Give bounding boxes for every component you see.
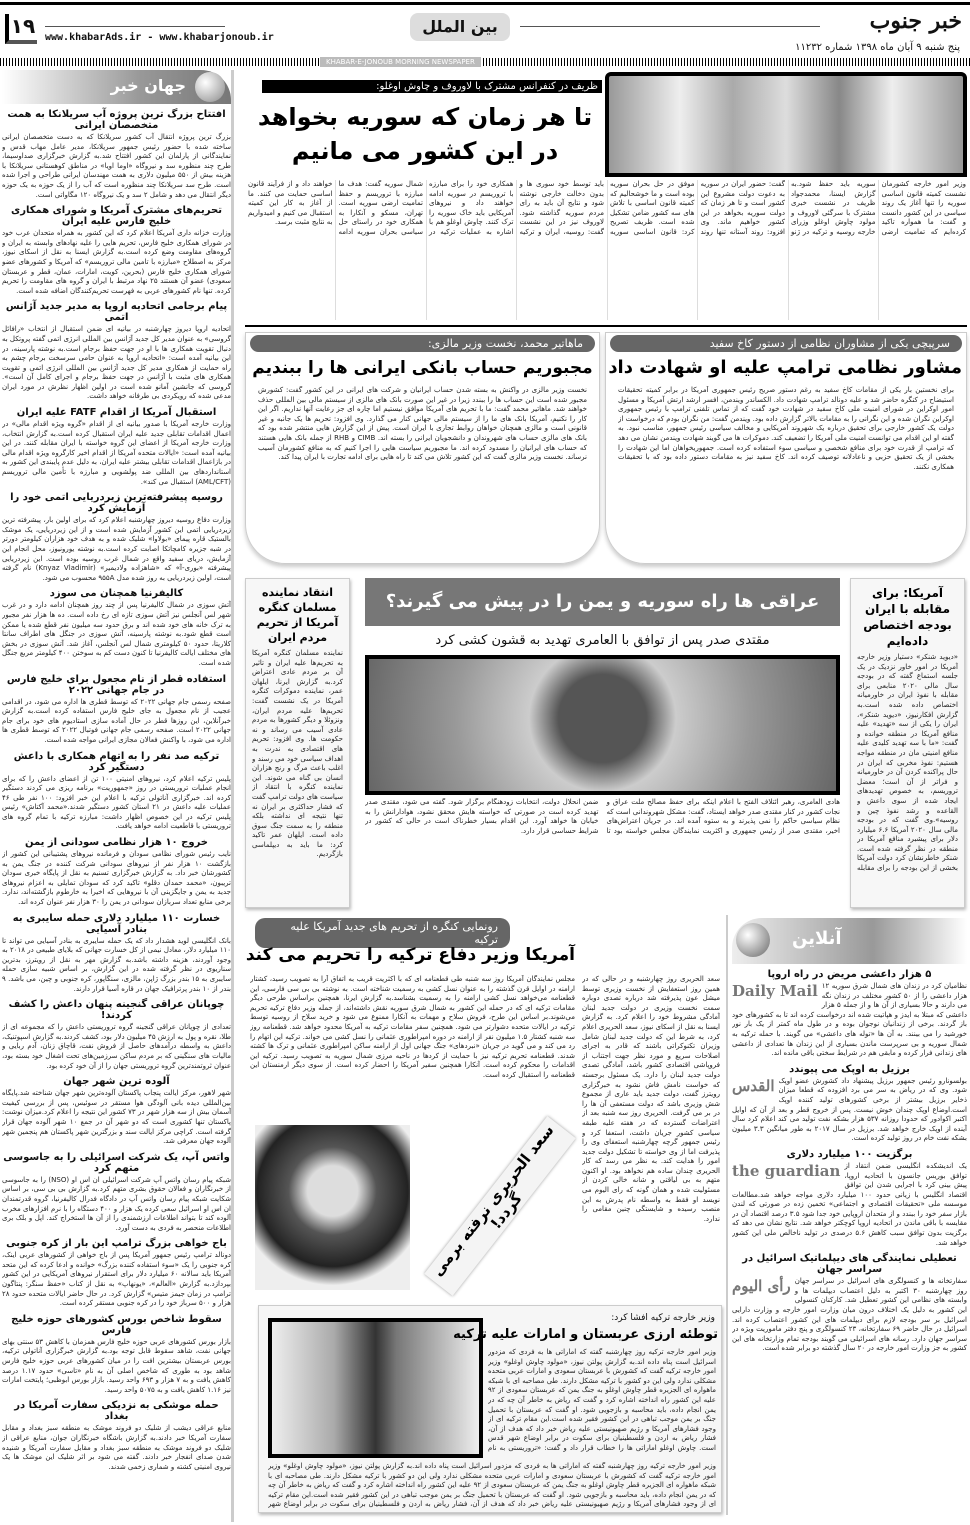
news-item-body: نایب رئیس شورای نظامی سودان و فرمانده نیروهای پشتیبانی این کشور از بازگشت ۱۰ هزار نفر از نیروهای سودانی شرکت کننده در جنگ یمن به کشورشان خبر داد. به گزارش خبرگزاری تسنیم به نقل از پایگاه خبری سودان تریبون، «محمد حمدان دقلو» تاکید کرد که سودان تمایلی به اعزام نیروهای جدید به یمن و جایگزینی آن با نیروهایی که اخیرا به خارطوم بازگشته‌اند، ندارد. برخی منابع تعداد سربازان سودانی در یمن را ۳۰ هزار نفر عنوان کرده اند. bbox=[2, 850, 231, 907]
photo-sadr bbox=[365, 655, 840, 795]
news-item-title: برزیل به اوپک می پیوندد bbox=[789, 1063, 910, 1075]
left-column bbox=[2, 70, 234, 1522]
globe-icon bbox=[195, 72, 225, 102]
online-title: آنلاین bbox=[792, 928, 842, 949]
news-item-title: تحریم‌های مشترک آمریکا و شورای همکاری خلیج فارس علیه ایران bbox=[11, 205, 222, 228]
turkey-kicker: رونمایی کنگره از تحریم های جدید آمریکا علیه ترکیه bbox=[255, 918, 510, 948]
jahan-khabar-banner bbox=[2, 70, 231, 104]
news-item-title: استقبال آمریکا از اقدام FATF علیه ایران bbox=[16, 407, 217, 419]
divider bbox=[245, 325, 967, 327]
lead-photo-ministers bbox=[605, 72, 967, 177]
lead-headline: تا هر زمان که سوریه بخواهد در این کشور می مانیم bbox=[257, 103, 593, 165]
news-item-body: وزارت خارجه آمریکا با صدور بیانیه ای از اقدام «گروه ویژه اقدام مالی» در اعمال اقدامات تقابلی جدید علیه ایران استقبال کرده است.به گزارش انتخاب، وزارت خارجه آمریکا از اعضای این گروه خواسته با ایران مقابله کنند. در این بیانیه آمده است: «ایالات متحده آمریکا از اقدام اخیر کارگروه ویژه اقدام مالی در بازاعمال اقدامات تقابلی بیشتر علیه ایران، به دلیل عدم پایبندی این کشور به استانداردهای بین المللی ضد پولشویی و مبارزه با تأمین مالی تروریسم (AML/CFT) استقبال می کند». bbox=[2, 420, 231, 486]
news-item-title: استفاده قطر از نام مجعول برای خلیج فارس در جام جهانی ۲۰۲۲ bbox=[6, 673, 227, 696]
news-item bbox=[2, 588, 231, 668]
news-item-title: سقوط شاخص بورس کشورهای حوزه خلیج فارس bbox=[11, 1313, 222, 1336]
online-banner bbox=[732, 918, 967, 964]
news-item-title: افتتاح بزرگ ترین پروژه آب سریلانکا به همت متخصصان ایرانی bbox=[7, 109, 226, 131]
news-item-body: سفارتخانه ها و کنسولگری های اسرائیل در سراسر جهان روز چهارشنبه ۳۰ اکتبر به دلیل اعتصاب دیپلمات ها و وابسته های نظامی این کشور تعطیل شد. کارکنان کنسولی این کشور به دلیل یک اختلاف درون میان وزارت امور خارجه و وزارت دارایی اسرائیل بر سر بودجه لازم برای دیپلمات های این کشور اعتصاب کرده اند. اسرائیل در حال حاضر ۶۹ سفارتخانه، ۲۳ کنسولگری و پنج دفتر ماموریت ویژه در سراسر جهان دارد. رسانه های اسرائیلی می گویند بودجه تمام وزارتخانه های این کشور به جز وزارت امور خارجه در ۲۰ سال گذشته دو برابر شده است. bbox=[732, 1277, 967, 1353]
news-item-body: بزرگ ترین پروژه انتقال آب کشور سریلانکا که به دست متخصصان ایرانی ساخته شده با حضور رئیس جمهور سریلانکا، مدیر عامل مهاب قدس و نمایندگانی از پارلمان این کشور افتتاح شد.به گزارش خبرگزاری صداوسیما، طرح چند منظوره سد و نیروگاه «اوما اویا» در مناطق کوهستانی سریلانکا با هزینه بیش از ۵۵۰ میلیون دلاری به همت مهندسان ایرانی طراحی و اجرا شده است. طرح سد سریلانکا چند منظوره است که آب را از یک حوزه به یک حوزه دیگر انتقال می دهد و شامل ۲ سد و یک نیروگاه ۱۲۰ مگاواتی است. bbox=[2, 133, 231, 199]
trump-headline: مشاور نظامی ترامپ علیه او شهادت داد bbox=[608, 357, 962, 378]
news-item bbox=[2, 1314, 231, 1396]
turkey-body: مجلس نمایندگان آمریکا روز سه شنبه طی قطعنامه ای که با اکثریت قریب به اتفاق آرا به تصویب رسید، کشتار ارامنه در اوایل قرن گذشته را به عنوان نسل کشی به رسمیت شناخته است. به نوشته بی بی سی فارسی، این قطعنامه می‌خواهد نسل کشی ارامنه را به رسمیت بشناسد.به گزارش ایرنا، همچنین براساس طرحی دیگر مقامات ترکیه ای که در حمله این کشور به شمال شرق سوریه نقش داشته‌اند، از جمله وزیر دفاع ترکیه تحریم می‌شوند.بر اساس این طرح، فروش سلاح و مهمات به آنکارا ممنوع می شود و خرید سلاح از روسیه توسط ترکیه در ایالات متحده دشوارتر می شود. همچنین سفر مقامات ترکیه به آمریکا محدود خواهد شد. قطعنامه روز سه شنبه کشتار ۱.۵ میلیون نفر از ارامنه در دوره امپراطوری عثمانی را نسل کشی می خواند. ترکیه این اتهام را رد می کند و می گوید در جریان «نبردهای» جنگ جهانی اول از ارامنه ساکن امپراطوری عثمانی و ترک ها کشته شدند. قطعنامه تحریم ترکیه نیز با حمایت از کردها در ناحیه مرزی شمال سوریه به تصویب رسید. ترکیه این اقدامات را محکوم کرده است. آنکارا همچنین سفیر آمریکا را احضار کرده است. از سوی دیگر ارمنستان این قطعنامه را استقبال کرده است. bbox=[250, 975, 575, 1079]
iraq-body: هادی العامری، رهبر ائتلاف الفتح با اعلام اینکه برای حفظ مصالح ملت عراق و نجات کشور در کنار مقتدی صدر خواهد ایستاد، گفت: مشکل شهروندانی است که نظام سیاسی حاکم را نمی پذیرند و به ستوه آمده اند. در جریان اعتراض‌های اخیر، مقتدی صدر از رئیس جمهوری و اکثریت نمایندگان مجلس خواسته بود تا ضمن انحلال دولت، انتخابات زودهنگام برگزار شود. گفته می شود، مقتدی صدر تهدید کرده است در صورتی که خواسته هایش محقق نشود، هوادارانش را به خیابان ها خواهد آورد. این اقدام بسیار خطرناک است در حالی که کشور در شرایط حساسی قرار دارد. bbox=[365, 798, 840, 835]
barcode-strip bbox=[0, 58, 970, 66]
iraq-headline: عراقی ها راه سوریه و یمن را در پیش می گیرند؟ bbox=[365, 578, 840, 626]
photo-hariri bbox=[255, 1125, 410, 1290]
news-item-title: آلوده ترین شهر جهان bbox=[63, 1076, 170, 1088]
news-item-title: خروج ۱۰ هزار نظامی سودانی از یمن bbox=[24, 837, 209, 849]
strip-label: KHABAR-E-JONOUB MORNING NEWSPAPER bbox=[320, 57, 481, 67]
header-urls[interactable]: www.khabarAds.ir - www.khabarjonoub.ir bbox=[45, 32, 274, 43]
source-logo: the guardian bbox=[732, 1161, 841, 1180]
news-item bbox=[2, 492, 231, 583]
news-item bbox=[2, 1238, 231, 1309]
news-item-body: بولسونارو رئیس جمهور برزیل پیشنهاد داد کشورش عضو اوپک شود. وی که در ریاض به سر می برد افزوده که قطعا میزان ذخایر برزیل بیشتر از برخی کشورهای تولید کننده اوپک است.اوضاع اوپک چندان خوش نیست. پس از خروج قطر و بعد از آن که اوایل اکتبر اکوادور که حدودا روزانه ۵۳۷ هزار بشکه نفت تولید می کند اعلام کرد سال آینده از اوپک خارج خواهد شد. برزیل در سال ۲۰۱۷ به طور میانگین ۳.۳ میلیون بشکه نفت خام در روز تولید کرده است. bbox=[732, 1076, 967, 1143]
news-item bbox=[2, 301, 231, 402]
news-item-title: چوپانان عراقی گنجینه پنهان داعش را کشف کردند! bbox=[8, 999, 225, 1022]
news-item-title: برگزیت ۱۰۰ میلیارد دلاری bbox=[786, 1148, 913, 1160]
trump-kicker: سرپیچی یکی از مشاوران نظامی از دستور کاخ سفید bbox=[610, 335, 962, 352]
banner-title: جهان خبر bbox=[110, 76, 186, 95]
news-item bbox=[732, 969, 967, 1059]
mahathir-kicker: ماهاتیر محمد، نخست وزیر مالزی: bbox=[250, 335, 595, 352]
online-globe-icon bbox=[736, 923, 770, 957]
hariri-banner: سعد الحریری نرفته برمی گردد! bbox=[424, 1116, 576, 1296]
news-item bbox=[732, 1253, 967, 1354]
news-item-body: نظامیان کرد در زندان های شمال شرق سوریه ۱۲ هزار داعشی را از ۵۰ کشور مختلف در زندان نگه می دارند و حالا بسیاری از آن ها و از جمله ۵ هزار داعشی که مبتلا به ایدز و هپاتیت شده اند درخواست کرده اند تا به کشورهای خود باز گردند. برخی از زندانیان نوجوان بوده و در طول ماه کمتر از یک بار نور خورشید را می بینند. به آن ها «توله های داعشی» می گویند. با حمله ترکیه به شمال سوریه و بی سرپرست ماندن بسیاری از این زندان ها تعدادی از داعشی های زندانی فرار کرده و مابقی هم در شرایط سختی باقی مانده اند. bbox=[732, 982, 967, 1058]
fx-body: وزیر امور خارجه ترکیه روز چهارشنبه گفته که اماراتی ها به فردی که مزدور اسرائیل است پناه داده اند.به گزارش پولتن نیوز، «مولود چاوش اوغلو» وزیر امور خارجه ترکیه گفت که کشورش با عربستان سعودی و امارات عربی متحده مشکلی ندارد ولی این دو کشور با ترکیه مشکل دارند. طی مصاحبه ای با شبکه ماهواره ای الجزیره قطر چاوش اوغلو به جنگ یمن که عربستان سعودی از ۹۲ علیه این کشور راه انداخته اشاره کرد و گفت که ریاض به خاطر آن چه که در یمن انجام داده، باید محاسبه و بازجویی شود. او گفت که عربستان با تحمیل جنگ بر یمن موجب تباهی در این کشور فقیر شده است.این مقام ترکیه ای از وجود فشارهای آمریکا و رژیم صهیونیستی علیه ریاض خبر داد که هدف از آن، فشار ریاض به اردن و فلسطینیان برای سکوت در برابر اوضاع شهر قدس است. چاوش اوغلو اماراتی ها را خطاب قرار داد و گفت: «تروریستی به نام bbox=[488, 1348, 716, 1452]
news-item-body: بانک انگلیسی لوید هشدار داد که یک حمله سایبری به بنادر آسیایی می تواند تا ۱۱۰ میلیارد دلار، معادل نیمی از کل خسارت جهانی که بلایای طبیعی در ۲۰۱۸ به وجود آوردند، هزینه داشته باشد.به گزارش مهر به نقل از رویترز، بدترین سناریوی در نظر گرفته شده در این گزارش، بر اساس شبیه سازی حمله سایبری به ۱۵ بندر بزرگ ژاپن، مالزی، سنگاپور، کره جنوبی و چین، می باشد. ۹ بندر از ۱۰ بندر پرترافیک جهان در قاره آسیا قرار دارند. bbox=[2, 936, 231, 993]
side-usa-budget bbox=[850, 578, 965, 908]
news-item-body: دونالد ترامپ رئیس جمهور آمریکا پس از باج خواهی از کشورهای عربی اینک، کره جنوبی را یک «سوء استفاده کننده بزرگ» خوانده و ادعا کرده که این متحد آمریکا باید سالانه ۶۰ میلیارد دلار برای استقرار نیروهای آمریکایی در این کشور بپردازد.به گزارش «العالم»، «یونهاپ» به نقل از کتاب «حفظ سنگر: پنتاگون ترامپ در زمان جیمز متیس» گزارش کرد. در حال حاضر ایالات متحده حدود ۲۸ هزار و ۵۰۰ سرباز خود را در کره جنوبی مستقر کرده است. bbox=[2, 1251, 231, 1308]
news-item-title: پیام برجامی اتحادیه اروپا به مدیر جدید آژانس اتمی bbox=[5, 301, 228, 324]
iraq-subtitle: مقتدی صدر پس از توافق با العامری تهدید به قشون کشی کرد bbox=[435, 633, 770, 648]
news-item bbox=[2, 999, 231, 1071]
news-item-title: روسیه پیشرفته‌ترین زیردریایی اتمی خود را آزمایش کرد bbox=[10, 492, 223, 515]
news-item-body: صفحه رسمی جام جهانی ۲۰۲۲ که توسط قطری ها اداره می شود، در اقدامی عجیب از نام مجعول به جای خلیج فارس استفاده کرده است.به گزارش خبرآنلاین، این روزها قطر در حال آماده سازی استادیوم های خود برای جام جهانی ۲۰۲۲ است. صفحه رسمی جام جهانی فوتبال ۲۰۲۲ که توسط قطری ها اداره می شود، با واکنش فعالان مجازی ایرانی مواجه شده است. bbox=[2, 697, 231, 744]
news-item-title: ۵ هزار داعشی مریض در راه اروپا bbox=[767, 969, 932, 980]
news-item bbox=[732, 1149, 967, 1248]
news-item bbox=[2, 751, 231, 833]
news-item-title: کالیفرنیا همچنان می سوزد bbox=[49, 588, 184, 600]
news-item bbox=[2, 913, 231, 995]
news-item-body: وزارت خزانه داری آمریکا اعلام کرد که این کشور به همراه متحدان عرب خود در شورای همکاری خلیج فارس، تحریم هایی را علیه نهادهای وابسته به ایران و گروه‌های مقاومت وضع کرده است.به گزارش ایسنا به نقل از اسکای نیوز، مرکز به اصطلاح «مبارزه با تامین مالی تروریسم» که آمریکا و کشورهای عضو شورای همکاری خلیج فارس (بحرین، کویت، امارات، عمان، قطر و عربستان سعودی) عضو آن هستند ۲۵ نهاد مرتبط با ایران و گروه های مقاومت را تحریم کرده. تنها نام کشورهای عربی به فهرست تحریم‌کنندگان اضافه شده است. bbox=[2, 229, 232, 295]
source-logo: القدس bbox=[732, 1076, 775, 1095]
news-item bbox=[2, 674, 231, 746]
trump-body: برای نخستین بار یکی از مقامات کاخ سفید به رغم دستور صریح رئیس جمهوری آمریکا در برابر کمیته تحقیقات استیضاح در کنگره حاضر شد و علیه دونالد ترامپ شهادت داد. الکساندر ویندمن، افسر ارشد ارتش آمریکا و مسئول امور اوکراین در شورای امنیت ملی کاخ سفید در شهادت خود گفت که از تماس تلفنی ترامپ با رئیس جمهوری اوکراین نگران شده و این نگرانی را به مقامات بالاتر گزارش داده بود. ویندمن گفت: من نگران بودم که درخواست از دولت یک کشور خارجی برای تحقیق درباره یک شهروند آمریکایی و مخالف سیاسی رئیس جمهور، مناسب نبود. به گفته او این اقدام می توانست امنیت ملی آمریکا را تضعیف کند. دموکرات ها می گویند شهادت ویندمن نشان می دهد که ترامپ از قدرت خود برای منافع شخصی و سیاسی سوء استفاده کرده است. جمهوریخواهان اما این شهادت را بخشی از یک تحقیق حزبی و ناعادلانه توصیف کرده اند. کاخ سفید نیز به مقامات دستور داده بود که با تحقیقات همکاری نکنند. bbox=[618, 386, 954, 471]
online-section bbox=[732, 918, 967, 1518]
news-item-body: بازار بورس کشورهای عربی حوزه خلیج فارس همزمان با کاهش ۵۳ سنتی بهای جهانی نفت، شاهد سقوط قابل توجه بود.به گزارش خبرگزاری آناتولی ترکیه، بورس عربستان بیشترین افت را در میان کشورهای عربی حوزه خلیج فارس شاهد بود به طوری که شاخص اصلی آن به نام «تاسی» حدود ۱.۱۷ درصد کاهش یافت و به ۷ هزار و ۶۹۳ واحد رسید. بازار بورس ابوظبی؛ پایتخت امارات نیز ۱.۱۶ کاهش یافت و به ۵۰۷۵ واحد رسید. bbox=[2, 1337, 231, 1394]
header-line-right bbox=[520, 26, 820, 27]
top-rule bbox=[0, 2, 970, 5]
news-item bbox=[2, 1400, 231, 1472]
news-item-title: خسارت ۱۱۰ میلیارد دلاری حمله سایبری به بنادر آسیایی bbox=[12, 912, 221, 935]
news-item-body: شبکه پیام رسان واتس آپ شرکت اسرائیلی ان اس او (NSO) را به جاسوسی از خبرنگاران و فعالان حقوق بشری متهم کرد.به گزارش بی بی سی، بر اساس شکایت شبکه پیام رسان واتس آپ در دادگاه فدرال کالیفرنیا، گروه قدرتمندان ان اس او اسرائیل سعی کرده یک هزار و ۴۰۰ دستگاه را با نرم افزارهای مخرب آلوده کند تا بتواند اطلاعات ارزشمندی را از آن ها استخراج کند. اپل و بلک بری اطلاعات منحصر به فردی به دست آورد. bbox=[2, 1175, 231, 1232]
news-item bbox=[2, 837, 231, 908]
side-omar bbox=[245, 578, 350, 908]
online-articles bbox=[732, 969, 967, 1354]
page-number: ۱۹ bbox=[5, 14, 37, 44]
fx-headline: توطئه ارزی عربستان و امارات علیه ترکیه bbox=[453, 1327, 718, 1342]
news-item-body: منابع عراقی دیشب از شلیک دو فروند موشک به منطقه سبز بغداد و مقابل سفارت آمریکا خبر دادند.به گزارش باشگاه خبرنگاران جوان، منابع عراقی از شلیک دو فروند موشک به منطقه سبز بغداد و مقابل سفارت آمریکا و شنیده شدن صدای انفجار خبر دادند. گفته می شود بر اثر شلیک این موشک ها یک نیروی امنیتی کشته و شماری زخمی شدند. bbox=[2, 1424, 231, 1471]
left-articles bbox=[2, 109, 231, 1472]
omar-headline: انتقاد نماینده مسلمان کنگره آمریکا از تحریم مردم ایران bbox=[256, 586, 339, 644]
news-item-body: یک اندیشکده انگلیسی ضمن انتقاد از توافق بوریس جانسون با اتحادیه اروپا، پیش بینی کرد با اجرایی شدن این توافق اقتصاد انگلیس با زیانی حدود ۱۰۰ میلیارد دلاری مواجه خواهد شد.مطالعات موسسه ملی «تحقیقات اقتصادی و اجتماعی» تخمین زده در صورتی که لندن بازار سفر خود را ببندد و از متحدان اروپایی خود جدا شود ۳.۵ درصد اقتصاد آن در مقایسه با باقی ماندن در اتحادیه اروپا کوچکتر خواهد شد. نتایج نشان می دهد که برگزیت بدون توافق سبب کاهش ۵.۶ درصدی در تولید ناخالص ملی این کشور خواهد شد. bbox=[732, 1161, 967, 1247]
news-item-body: شهر لاهور، مرکز ایالت پنجاب پاکستان آلوده‌ترین شهر جهان شناخته شد.پایگاه بین‌المللی دیده بانی آلودگی هوا مستقر در سوئیس، پس از بررسی کیفیت آسمان بیش از سه هزار شهر در ۷۳ کشور این نتیجه را اعلام کرد.میزان نوشت: پاکستان تنها کشوری است که دو شهر آن در جمع ۱۰ شهر آلوده جهان قرار گرفته است. کراچی مرکز ایالت سند و بزرگترین شهر پاکستان هم پنجمین شهر آلوده جهان معرفی شد. bbox=[2, 1089, 232, 1146]
news-item-body: تعدادی از چوپانان عراقی گنجینه گروه تروریستی داعش را که مجموعه ای از طلا، نقره و پول به ارزش ۴۵ میلیون دلار بود، کشف کردند.به گزارش اسپوتنیک، داعش به واسطه درآمدهای حاصل از فروش نفت، قاچاق زنان، آدم ربایی و مالیات های سنگینی که بر مردم ساکن سرزمین‌های تحت اشغال خود بسته بود، عنوان ثروتمندترین گروه تروریستی جهان را از آن خود کرده بود. bbox=[2, 1023, 231, 1070]
news-item bbox=[2, 109, 231, 200]
news-item-body: آتش سوزی در شمال کالیفرنیا پس از چند روز همچنان ادامه دارد و در غرب شهر لس آنجلس نیز آتش سوزی تازه ای رخ داده است. ده ها هزار نفر مجبور به ترک خانه های خود شده اند و برق حدود سه میلیون نفر قطع شده یا ممکن است قطع شود.به نوشته پارسینه، آتش سوزی در جنگل های اطراف سانتا کلاریتا، حدود ۵۰ کیلومتری شمال لس آنجلس، آغاز شد. آتش سوزی در بخش های مختلف ایالت کالیفرنیا تا کنون دست کم به سوختن ۴۰۰ کیلومتر مربع جنگل شده است. bbox=[2, 601, 231, 667]
news-item-title: ترکیه صد نفر را به اتهام همکاری با داعش دستگیر کرد bbox=[13, 750, 220, 773]
omar-body: نماینده مسلمان کنگره آمریکا به تحریم‌ها علیه ایران و تاثیر آن بر مردم عادی اعتراض کرد.به گزارش ایرنا، ایلهان عمر، نماینده دموکرات کنگره آمریکا در یک نشست گفت: تحریم‌ها علیه مردم ایران، ونزوئلا و دیگر کشورها به مردم عادی آسیب می رساند و نه حکومت ها. وی افزود: تحریم های اقتصادی به ندرت به اهداف سیاسی خود می رسند و اغلب باعث مرگ و رنج هزاران انسان بی گناه می شوند. این نماینده کنگره با انتقاد از سیاست های دولت ترامپ گفت که فشار حداکثری بر ایران نه تنها نتیجه ای نداشته بلکه منطقه را به سمت جنگ سوق داده است. ایلهان عمر تاکید کرد: ما باید به دیپلماسی بازگردیم. bbox=[252, 649, 343, 859]
story-mahathir bbox=[245, 332, 600, 564]
news-item-title: باج خواهی بزرگ ترامپ این بار از کره جنوبی bbox=[6, 1238, 227, 1250]
mahathir-headline: مجبوریم حساب بانکی ایرانی ها را ببندیم bbox=[252, 358, 593, 378]
logo: خبر جنوب bbox=[869, 8, 962, 34]
header-line-left bbox=[45, 26, 225, 27]
story-trump bbox=[605, 332, 967, 564]
news-item bbox=[2, 205, 231, 296]
lead-body: وزیر امور خارجه کشورمان نشست کمیته قانون اساسی سوریه را تنها آغاز یک روند سیاسی در این کشور دانست و گفت: ما همواره تاکید کرده‌ایم که تمامیت ارضی سوریه باید حفظ شود.به گزارش ایسنا، محمدجواد ظریف در نشست خبری مشترک با سرگئی لاوروف و مولود چاوش اوغلو وزرای خارجه روسیه و ترکیه در ژنو گفت: حضور ایران در سوریه به دعوت دولت مشروع این کشور است و تا هر زمان که دولت سوریه بخواهد در این کشور خواهیم ماند. وی افزود: روند آستانه تنها روند موفق در حل بحران سوریه بوده است و ما خوشحالیم که کمیته قانون اساسی با تلاش های سه کشور ضامن تشکیل شده است. ظریف تصریح کرد: قانون اساسی سوریه باید توسط خود سوری ها و بدون دخالت خارجی نوشته شود و نتایج آن باید به رای مردم سوریه گذاشته شود. لاوروف نیز در این نشست گفت: روسیه، ایران و ترکیه همکاری خود را برای مبارزه با تروریسم در سوریه ادامه خواهند داد و نیروهای آمریکایی باید خاک سوریه را ترک کنند. چاوش اوغلو هم با اشاره به عملیات ترکیه در شمال سوریه گفت: هدف ما مبارزه با تروریسم و حفظ تمامیت ارضی سوریه است. تهران، مسکو و آنکارا به همکاری خود در راستای حل سیاسی بحران سوریه ادامه خواهند داد و از فرآیند قانون اساسی حمایت می کنند. ما از آغاز به کار این کمیته استقبال می کنیم و امیدواریم به نتایج مثبت برسد. bbox=[248, 180, 966, 236]
news-item-body: پلیس ترکیه اعلام کرد، نیروهای امنیتی ۱۰۰ تن از اعضای داعش را که برای انجام عملیات تروریستی در روز «جمهوریت» برنامه ریزی می کردند دستگیر کرده اند. خبرگزاری آناتولی ترکیه با اعلام این خبر افزود: ۱۰۰ نفر طی ۴۶ عملیات علیه داعش در ۲۱ استان کشور دستگیر شدند.«محمد آکتاش» رئیس پلیس ترکیه در این خصوص اظهار داشت: مبارزه ترکیه با تمام گروه های تروریستی با قاطعیت ادامه خواهد یافت. bbox=[2, 774, 232, 831]
news-item bbox=[2, 407, 231, 487]
hariri-body: سعد الحریری روز چهارشنبه و در حالی که در همین روز استعفایش از نخست وزیری توسط میشل عون پذیرفته شد درباره تصدی دوباره سمت نخست وزیری در دولت جدید لبنان آمادگی مشروط خود را اعلام کرد. به گزارش ایسنا به نقل از اسکای نیوز، سعد الحریری اعلام کرد، به شرط این که دولت جدید لبنان شامل وزیران تکنوکراتی باشند که قادر به اجرای اصلاحات سریع و مورد نظر جهت اجتناب از فروپاشی اقتصادی کشور باشد، آمادگی تصدی دولت جدید لبنان را دارد. یک مسئول برجسته که خواست نامش فاش نشود به خبرگزاری رویترز گفت، دولت جدید باید عاری از مجموع شش وزیری باشد که دولت مستعفی آن ها را در بر می گرفت. الحریری روز سه شنبه بعد از اعتراضات گسترده که در هفته علیه طبقه سیاسی کشور جریان داشت، استعفا کرد و رئیس جمهور گرچه چهارشنبه استعفای وی را پذیرفت اما از وی خواسته تا تشکیل دولت جدید امور را هدایت کند. به نظر می رسد که کار الحریری چندان ساده هم نخواهد بود. او اکنون متهم به بی لیاقتی و شانه خالی کردن از مسئولیت شده و همان گونه که رای الیوم می نویسد او فقط به واسطه نام پدرش به این منصب رسیده و شایستگی چنین مقامی را ندارد. bbox=[582, 975, 720, 1223]
turkey-headline: آمریکا وزیر دفاع ترکیه را تحریم می کند bbox=[245, 945, 575, 965]
section-title: بین الملل bbox=[410, 13, 510, 41]
mahathir-body: نخست وزیر مالزی در واکنش به بسته شدن حساب ایرانیان و شرکت های ایرانی در این کشور گفت: کشورش مجبور شده است این حساب ها را ببندد زیرا در غیر این صورت بانک های مالزی از سیستم مالی بین المللی حذف خواهند شد. ماهاتیر محمد گفت: ما با تحریم های آمریکا موافق نیستیم اما چاره ای جز رعایت آنها نداریم. اگر این کار را نکنیم، آمریکا بانک های ما را از سیستم مالی جهانی کنار می گذارد. وی افزود: تحریم ها یک جانبه و غیر قانونی است و مالزی همچنان خواهان روابط تجاری با ایران است. پیش از این گزارش هایی منتشر شده بود که بانک های مالزی حساب های شهروندان و دانشجویان ایرانی را بسته اند. CIMB و RHB از جمله بانک هایی هستند که حساب های ایرانیان را مسدود کرده اند. ما مجبوریم سیاست هایی را اجرا کنیم که به منافع کشورمان آسیب نرساند. نخست وزیر مالزی گفت که این کشور تلاش می کند تا راه هایی برای ادامه تجارت با ایران پیدا کند. bbox=[258, 386, 587, 462]
date-issue: پنج شنبه ۹ آبان ماه ۱۳۹۸ شماره ۱۱۲۳۲ bbox=[795, 42, 960, 53]
news-item-body: وزارت دفاع روسیه دیروز چهارشنبه اعلام کرد که برای اولین بار، پیشرفته ترین زیردریایی اتمی این کشور آزمایش شده است و از این زیردریایی، یک موشک بالستیک قاره پیمای «بولاوا» شلیک شده و به هدف خود هزاران کیلومتر دورتر در شبه جزیره کامچاتکا اصابت کرده است.به نوشته یورونیوز، محل انجام این آزمایش، دریای سفید واقع در شمال غرب روسیه بوده است. این زیردریایی پیشرفته «بوری-آ» که «شاهزاده ولادیمیر» (Knyaz Vladimir) نام گرفته است، اولین زیردریایی به روز شده مدل ۹۵۵A محسوب می شود. bbox=[2, 516, 231, 582]
usa-budget-body: «دیوید شنکر» دستیار وزیر خارجه آمریکا در امور خاور نزدیک در یک جلسه استماع گفته که در بودجه سال مالی ۲۰۲۰ منابعی برای مقابله با نفوذ ایران در خاورمیانه اختصاص داده شده است.به گزارش افکارنیوز، «دیوید شنکر»، ایران را یکی از سه «تهدید» علیه منافع آمریکا در منطقه خوانده و گفت: «ما با سه تهدید کلیدی علیه منافع امنیتی مان در منطقه مواجه هستیم: نفوذ مخربی که ایران در حال پراکنده کردن آن در خاورمیانه و فراتر از آن است؛ معضل تروریسم، به خصوص تهدیدهای ایجاد شده از سوی داعش و القاعده و رشد نفوذ چین و روسیه».وی گفت که در بودجه مالی سال ۲۰۲۰ آمریکا ۶.۶ میلیارد دلار برای پیشبرد منافع آمریکا در منطقه در نظر گرفته شده است. شنکر خاطرنشان کرد دولت آمریکا بخشی از این بودجه را برای مقابله bbox=[857, 653, 958, 873]
source-logo: رأی الیوم bbox=[732, 1277, 791, 1296]
news-item-title: واتس آپ، یک شرکت اسرائیلی را به جاسوسی متهم کرد bbox=[3, 1151, 230, 1174]
news-item-body: اتحادیه اروپا دیروز چهارشنبه در بیانیه ای ضمن استقبال از انتخاب «رافائل گروسی» به عنوان مدیر کل جدید آژانس بین المللی انرژی اتمی گفته پروتکل به دنبال تقویت همکاری ها با او در جهت حفظ برجام است.به نوشته پارسینه، در این بیانیه آمده است: «اتحادیه اروپا به عنوان حامی سرسخت برجام چشم به راه حمایت از همکاری مدیر کل جدید آژانس بین المللی انرژی اتمی و تقویت همکاری های مثبت با آژانس در جهت حفظ برجام و اجرای کامل آن است». گروسی که جانشین آمانو شده است در اولین اظهار نظرش در مورد ایران مدعی شده که رویکردی بی طرفانه خواهد داشت. bbox=[2, 325, 231, 401]
fx-body-continued: وزیر امور خارجه ترکیه روز چهارشنبه گفته که اماراتی ها به فردی که مزدور اسرائیل است پناه داده اند.به گزارش پولتن نیوز، «مولود چاوش اوغلو» وزیر امور خارجه ترکیه گفت که کشورش با عربستان سعودی و امارات عربی متحده مشکلی ندارد ولی این دو کشور با ترکیه مشکل دارند. طی مصاحبه ای با شبکه ماهواره ای الجزیره قطر چاوش اوغلو به جنگ یمن که عربستان سعودی از ۹۲ علیه این کشور راه انداخته اشاره کرد و گفت که ریاض به خاطر آن چه که در یمن انجام داده، باید محاسبه و بازجویی شود. او گفت که عربستان با تحمیل جنگ بر یمن موجب تباهی در این کشور فقیر شده است.این مقام ترکیه ای از وجود فشارهای آمریکا و رژیم صهیونیستی علیه ریاض خبر داد که هدف از آن، فشار ریاض به اردن و فلسطینیان برای سکوت در برابر اوضاع شهر bbox=[268, 1462, 716, 1509]
photo-cavusoglu bbox=[268, 1318, 483, 1458]
divider-vertical bbox=[726, 915, 728, 1515]
news-item bbox=[2, 1152, 231, 1234]
usa-budget-headline: آمریکا: برای مقابله با ایران بودجه اختصاص داده‌ایم bbox=[863, 586, 952, 648]
news-item bbox=[2, 1076, 231, 1147]
news-item-title: تعطیلی نمایندگی های دیپلماتیک اسرائیل در سراسر جهان bbox=[742, 1253, 957, 1276]
news-item-title: حمله موشکی به نزدیکی سفارت آمریکا در بغداد bbox=[14, 1400, 219, 1423]
fx-kicker: وزیر خارجه ترکیه افشا کرد: bbox=[611, 1313, 715, 1323]
lead-kicker: ظریف در کنفرانس مشترک با لاوروف و چاوش اوغلو: bbox=[262, 80, 602, 93]
news-item bbox=[732, 1064, 967, 1144]
source-logo: Daily Mail bbox=[732, 982, 818, 1000]
